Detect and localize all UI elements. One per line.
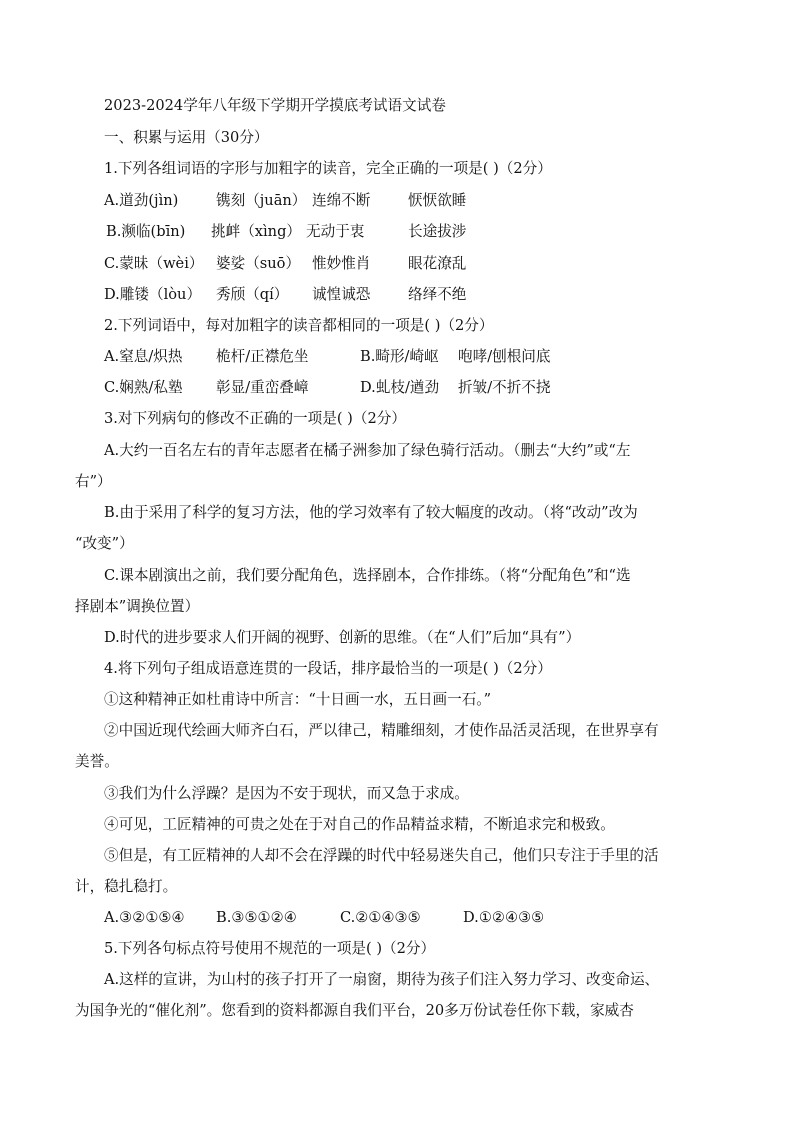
q1-option-b-word2: 挑衅（xìng）: [211, 223, 302, 240]
q1-option-b-word4: 长途拔涉: [408, 223, 467, 240]
q2-option-d-pair2: 折皱/不折不挠: [458, 379, 551, 396]
exam-title: 2023-2024学年八年级下学期开学摸底考试语文试卷: [104, 97, 446, 114]
q3-option-a-line1: A.大约一百名左右的青年志愿者在橘子洲参加了绿色骑行活动。（删去“大约”或“左: [104, 442, 631, 459]
q2-option-a-pair1: A.窒息/炽热: [104, 348, 183, 365]
q1-option-a-word2: 镌刻（juān）: [216, 192, 307, 209]
q1-option-d-word2: 秀颀（qí）: [216, 286, 289, 303]
q3-option-a-line2: 右”）: [75, 473, 112, 490]
q3-option-b-line1: B.由于采用了科学的复习方法，他的学习效率有了较大幅度的改动。（将“改动”改为: [104, 504, 638, 521]
q3-option-b-line2: “改变”）: [75, 535, 134, 552]
q3-option-c-line2: 择剧本”调换位置）: [75, 598, 200, 615]
q4-sentence-3: ③我们为什么浮躁？是因为不安于现状，而又急于求成。: [104, 785, 469, 802]
q4-option-d: D.①②④③⑤: [463, 909, 545, 926]
question-3-stem: 3.对下列病句的修改不正确的一项是( )（2分）: [104, 410, 406, 427]
q1-option-d-word4: 络绎不绝: [408, 286, 467, 303]
q4-option-a: A.③②①⑤④: [104, 909, 185, 926]
q4-sentence-5-line2: 计，稳扎稳打。: [75, 878, 178, 895]
q1-option-c-word3: 惟妙惟肖: [312, 255, 371, 272]
q2-option-b-pair1: B.畸形/崎岖: [360, 348, 439, 365]
q1-option-a-word4: 恹恹欲睡: [408, 192, 467, 209]
q2-option-c-pair1: C.娴熟/私塾: [104, 379, 183, 396]
q3-option-d: D.时代的进步要求人们开阔的视野、创新的思维。（在“人们”后加“具有”）: [104, 629, 581, 646]
question-5-stem: 5.下列各句标点符号使用不规范的一项是( )（2分）: [104, 940, 436, 957]
q4-option-c: C.②①④③⑤: [340, 909, 421, 926]
q1-option-b-word3: 无动于衷: [306, 223, 365, 240]
question-2-stem: 2.下列词语中，每对加粗字的读音都相同的一项是( )（2分）: [104, 317, 494, 334]
section-heading: 一、积累与运用（30分）: [104, 129, 269, 146]
question-4-stem: 4.将下列句子组成语意连贯的一段话，排序最恰当的一项是( )（2分）: [104, 660, 552, 677]
q4-sentence-2-line1: ②中国近现代绘画大师齐白石，严以律己，精雕细刻，才使作品活灵活现，在世界享有: [104, 722, 659, 739]
q4-sentence-4: ④可见，工匠精神的可贵之处在于对自己的作品精益求精，不断追求完和极致。: [104, 816, 615, 833]
q4-sentence-1: ①这种精神正如杜甫诗中所言：“十日画一水，五日画一石。”: [104, 691, 492, 708]
q2-option-c-pair2: 彰显/重峦叠嶂: [216, 379, 309, 396]
q2-option-a-pair2: 桅杆/正襟危坐: [216, 348, 309, 365]
q5-option-a-line1: A.这样的宣讲，为山村的孩子打开了一扇窗，期待为孩子们注入努力学习、改变命运、: [104, 971, 660, 988]
q1-option-c-word2: 婆娑（suō）: [216, 255, 301, 272]
q4-sentence-2-line2: 美誉。: [75, 753, 119, 770]
q4-option-b: B.③⑤①②④: [216, 909, 297, 926]
q1-option-d-word1: D.雕镂（lòu）: [104, 286, 202, 303]
q4-sentence-5-line1: ⑤但是，有工匠精神的人却不会在浮躁的时代中轻易迷失自己，他们只专注于手里的活: [104, 847, 659, 864]
q2-option-d-pair1: D.虬枝/遒劲: [360, 379, 440, 396]
q1-option-b-word1: B.濒临(bīn): [106, 223, 186, 240]
q1-option-d-word3: 诚惶诚恐: [312, 286, 371, 303]
q5-option-a-line2: 为国争光的“催化剂”。您看到的资料都源自我们平台，20多万份试卷任你下载，家威杏: [75, 1002, 634, 1019]
question-1-stem: 1.下列各组词语的字形与加粗字的读音，完全正确的一项是( )（2分）: [104, 160, 552, 177]
q3-option-c-line1: C.课本剧演出之前，我们要分配角色，选择剧本，合作排练。（将“分配角色”和“选: [104, 567, 631, 584]
q1-option-c-word1: C.蒙昧（wèi）: [104, 255, 204, 272]
q1-option-a-word1: A.道劲(jìn): [104, 192, 179, 209]
q1-option-c-word4: 眼花潦乱: [408, 255, 467, 272]
q1-option-a-word3: 连绵不断: [312, 192, 371, 209]
q2-option-b-pair2: 咆哮/刨根问底: [458, 348, 551, 365]
